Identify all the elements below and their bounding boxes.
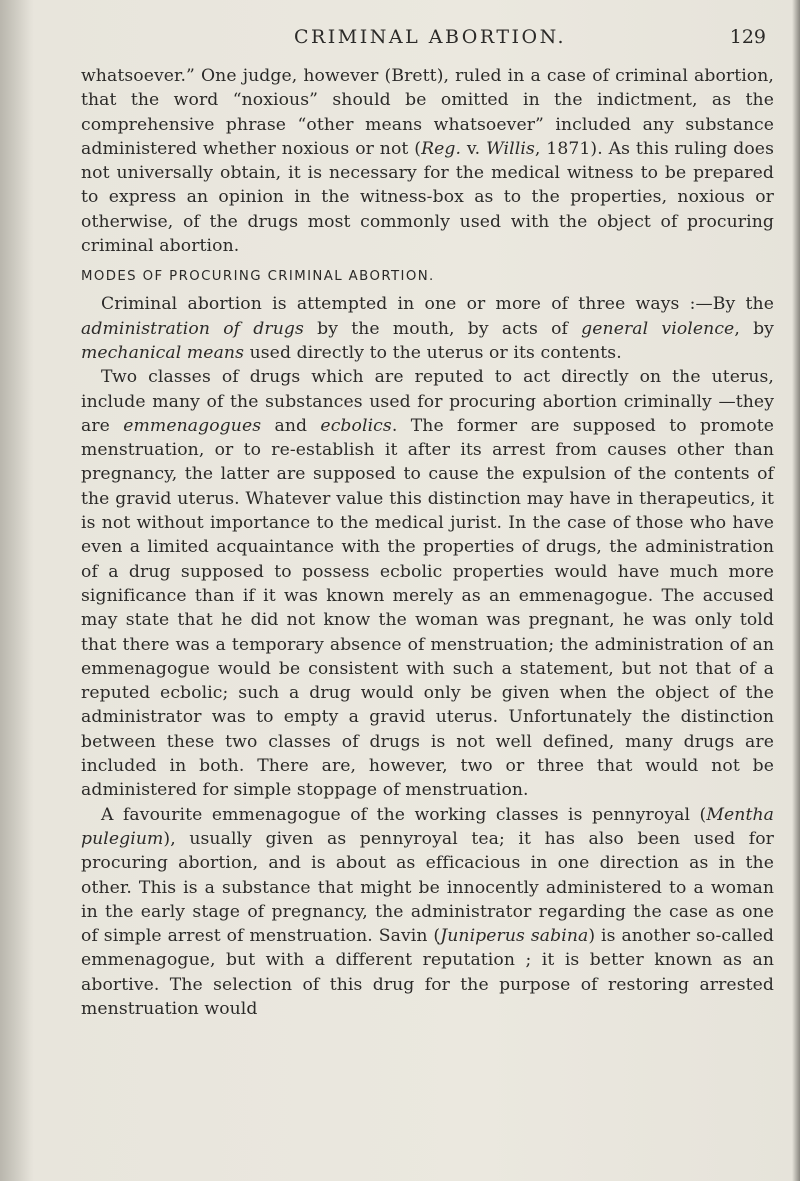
- paragraph-2: Criminal abortion is attempted in one or more of three ways :—By the administration of drugs by the mouth, by acts of general violence, by mechanical means used directly to the uterus or its contents.: [81, 294, 774, 363]
- italic-term: mechanical means: [81, 342, 245, 363]
- running-title: CRIMINAL ABORTION.: [293, 26, 567, 48]
- body-text: [81, 64, 774, 1021]
- case-citation: Willis: [486, 138, 535, 159]
- gutter-shadow: [0, 0, 34, 1181]
- case-citation: Reg.: [421, 138, 462, 159]
- page-number: 129: [729, 26, 766, 48]
- paragraph-4: A favourite emmenagogue of the working classes is pennyroyal (Mentha pulegium), usually given as pennyroyal tea; it has also been used for procuring abortion, and is about as efficacious in one direction as in the other. This is a substance that might be innocently administered to a woman in the early stage of pregnancy, the administrator regarding the case as one of simple arrest of menstruation. Savin (Juniperus sabina) is another so-called emmenagogue, but with a different reputation ; it is better known as an abortive. The selection of this drug for the purpose of restoring arrested menstruation would: [81, 804, 774, 1019]
- italic-term: general violence: [581, 318, 735, 339]
- page-edge: [792, 0, 800, 1181]
- italic-term: emmenagogues: [123, 415, 262, 436]
- running-header: [80, 20, 780, 54]
- paragraph-1: whatsoever.” One judge, however (Brett), ruled in a case of criminal abortion, that the word “noxious” should be omitted in the indictment, as the comprehensive phrase “other means whatsoever” included any substance administered whether noxious or not (Reg. v. Willis, 1871). As this ruling does not universally obtain, it is necessary for the medical witness to be prepared to express an opinion in the witness-box as to the properties, noxious or otherwise, of the drugs most commonly used with the object of procuring criminal abortion.: [81, 66, 774, 257]
- italic-term: ecbolics: [320, 415, 392, 436]
- italic-term: administration of drugs: [81, 318, 304, 339]
- italic-term: Juniperus sabina: [440, 926, 589, 947]
- paragraph-3: Two classes of drugs which are reputed to act directly on the uterus, include many of the substances used for procuring abortion criminally —they are emmenagogues and ecbolics. The former are supposed to promote menstruation, or to re-establish it after its arrest from causes other than pregnancy, the latter are supposed to cause the expulsion of the contents of the gravid uterus. Whatever value this distinction may have in therapeutics, it is not without importance to the medical jurist. In the case of those who have even a limited acquaintance with the properties of drugs, the administration of a drug supposed to possess ecbolic properties would have much more significance than if it was known merely as an emmenagogue. The accused may state that he did not know the woman was pregnant, he was only told that there was a temporary absence of menstruation; the administration of an emmenagogue would be consistent with such a statement, but not that of a reputed ecbolic; such a drug would only be given when the object of the administrator was to empty a gravid uterus. Unfortunately the distinction between these two classes of drugs is not well defined, many drugs are included in both. There are, however, two or three that would not be administered for simple stoppage of menstruation.: [81, 367, 774, 801]
- section-heading: MODES OF PROCURING CRIMINAL ABORTION.: [81, 269, 435, 285]
- italic-term: Mentha pulegium: [81, 804, 774, 849]
